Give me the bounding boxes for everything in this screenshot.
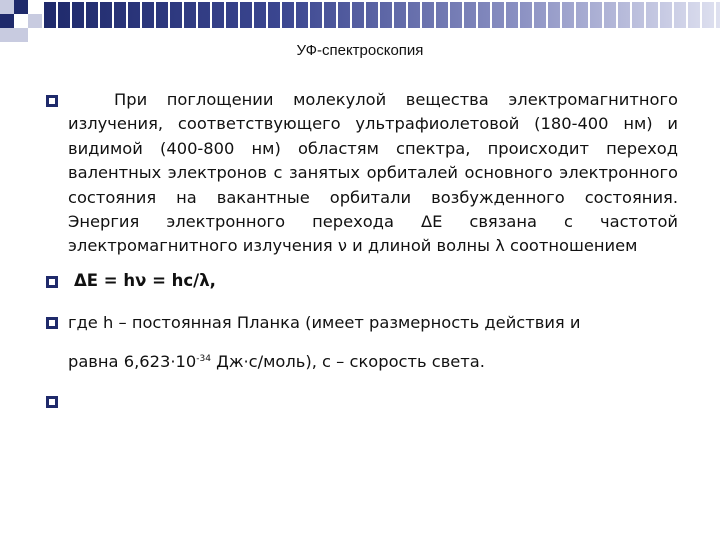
note-exponent: -34 bbox=[196, 353, 211, 364]
header-stripe-band bbox=[44, 2, 720, 28]
corner-square bbox=[14, 0, 28, 14]
square-bullet-icon bbox=[46, 396, 58, 408]
note-tail: Дж·с/моль), с – скорость света. bbox=[210, 351, 485, 371]
square-bullet-icon bbox=[46, 317, 58, 329]
corner-square bbox=[0, 0, 14, 14]
corner-square bbox=[0, 14, 14, 28]
slide-title: УФ-спектроскопия bbox=[296, 42, 424, 59]
note-value: равна 6,623·10 bbox=[68, 351, 197, 371]
slide-content bbox=[30, 88, 678, 410]
bullet-item bbox=[30, 304, 678, 380]
note-line-1: где h – постоянная Планка (имеет размерность действия и bbox=[68, 312, 581, 332]
note-line-2 bbox=[68, 341, 678, 380]
bullet-item-empty bbox=[30, 388, 678, 410]
bullet-item bbox=[30, 88, 678, 259]
corner-square bbox=[28, 14, 42, 28]
corner-square bbox=[14, 14, 28, 28]
corner-square bbox=[0, 28, 14, 42]
corner-square bbox=[14, 28, 28, 42]
bullet-item bbox=[30, 270, 678, 292]
formula-text: ΔE = hν = hc/λ, bbox=[74, 270, 216, 290]
square-bullet-icon bbox=[46, 276, 58, 288]
square-bullet-icon bbox=[46, 95, 58, 107]
paragraph-text: При поглощении молекулой вещества электромагнитного излучения, соответствующего ультрафиолетовой (180-400 нм) и видимой (400-800 нм) областям спектра, происходит переход валентных электронов с занятых орбиталей основного электронного состояния на вакантные орбитали возбужденного состояния. Энергия электронного перехода ΔE связана с частотой электромагнитного излучения ν и длиной волны λ соотношением bbox=[68, 90, 678, 256]
